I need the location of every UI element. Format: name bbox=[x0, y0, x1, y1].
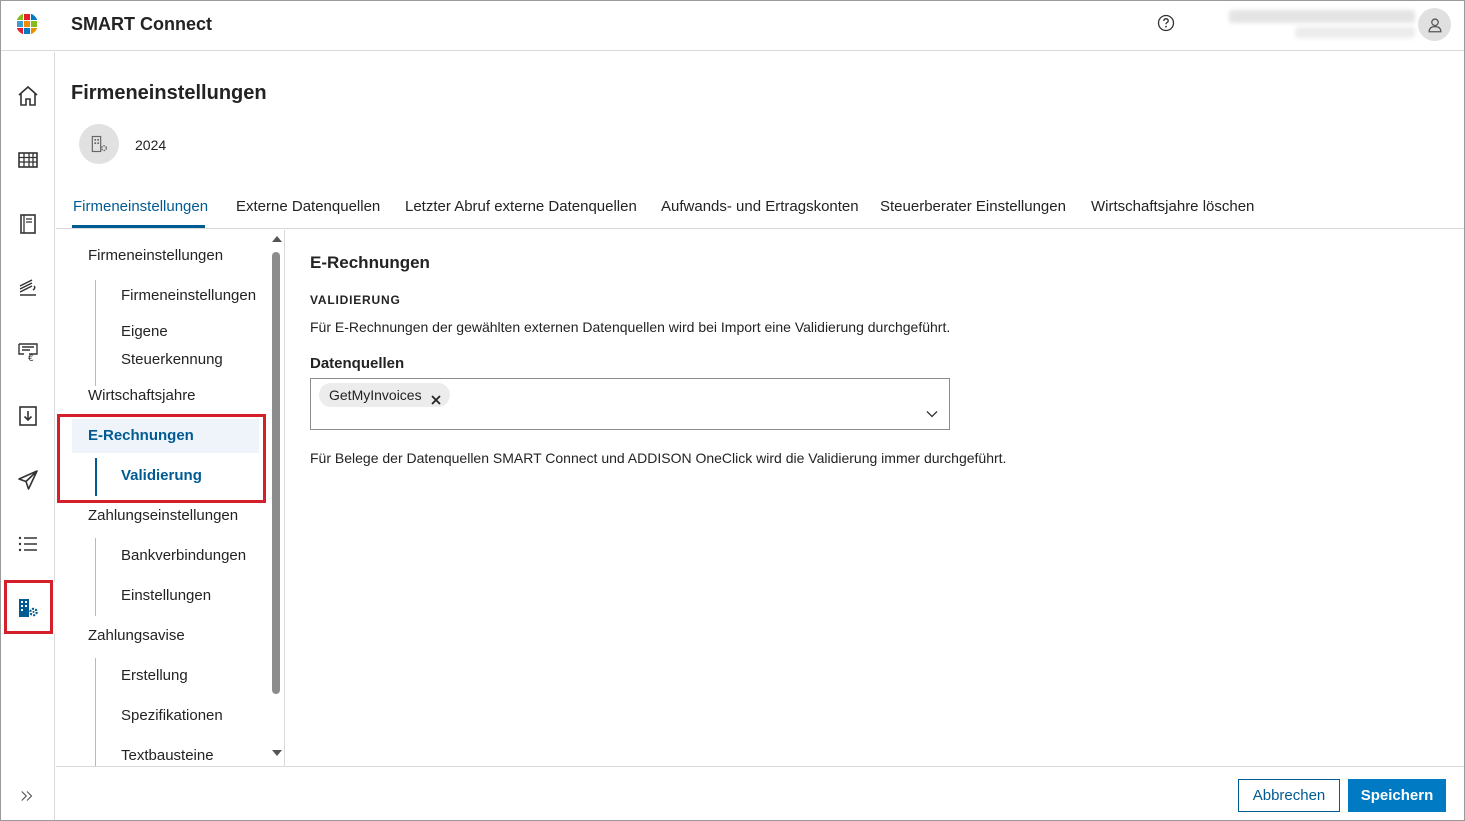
remove-chip-icon[interactable] bbox=[430, 389, 442, 401]
app-title: SMART Connect bbox=[71, 14, 212, 34]
company-avatar-icon bbox=[79, 124, 119, 164]
tree-item-wirtschaftsjahre[interactable]: Wirtschaftsjahre bbox=[88, 387, 196, 404]
scroll-thumb[interactable] bbox=[272, 252, 280, 694]
tab-bar bbox=[56, 190, 1464, 229]
source-chip-label: GetMyInvoices bbox=[329, 387, 422, 403]
svg-text:€: € bbox=[28, 354, 34, 364]
tree-subitem-textbausteine[interactable]: Textbausteine bbox=[121, 747, 214, 764]
tree-subitem-erstellung[interactable]: Erstellung bbox=[121, 667, 188, 684]
tree-subitem-firmeneinstellungen[interactable]: Firmeneinstellungen bbox=[121, 287, 257, 304]
tab-externe-datenquellen[interactable]: Externe Datenquellen bbox=[236, 198, 381, 215]
expand-rail-icon[interactable] bbox=[15, 784, 39, 808]
tree-item-zahlungsavise[interactable]: Zahlungsavise bbox=[88, 627, 185, 644]
page-title: Firmeneinstellungen bbox=[71, 82, 267, 104]
tree-scrollbar[interactable] bbox=[268, 230, 284, 766]
tree-subitem-validierung[interactable]: Validierung bbox=[121, 467, 202, 484]
datenquellen-multiselect[interactable] bbox=[310, 378, 950, 430]
tree-item-firmeneinstellungen[interactable]: Firmeneinstellungen bbox=[88, 247, 224, 264]
scroll-down-arrow-icon[interactable] bbox=[272, 750, 282, 756]
tree-item-e-rechnungen[interactable]: E-Rechnungen bbox=[88, 427, 194, 444]
tree-subitem-bankverbindungen[interactable]: Bankverbindungen bbox=[121, 547, 247, 564]
section-label: VALIDIERUNG bbox=[310, 293, 401, 307]
list-icon[interactable] bbox=[1, 518, 55, 570]
save-button[interactable]: Speichern bbox=[1348, 779, 1446, 812]
section-description: Für E-Rechnungen der gewählten externen Datenquellen wird bei Import eine Validierung durchgeführt. bbox=[310, 319, 951, 335]
tree-subitem-eigene[interactable]: Eigene bbox=[121, 323, 168, 340]
help-icon[interactable] bbox=[1157, 14, 1175, 32]
send-icon[interactable] bbox=[1, 454, 55, 506]
rail-highlight-box bbox=[4, 580, 53, 634]
tab-letzter-abruf[interactable]: Letzter Abruf externe Datenquellen bbox=[405, 198, 637, 215]
tree-connector bbox=[95, 538, 96, 616]
home-icon[interactable] bbox=[1, 70, 55, 122]
footer-bar bbox=[56, 766, 1464, 820]
tree-connector bbox=[95, 658, 96, 766]
scroll-up-arrow-icon[interactable] bbox=[272, 236, 282, 242]
cancel-button[interactable]: Abbrechen bbox=[1238, 779, 1340, 812]
download-icon[interactable] bbox=[1, 390, 55, 442]
left-nav-rail bbox=[1, 52, 55, 820]
user-info-redacted[interactable] bbox=[1227, 8, 1415, 40]
invoice-euro-icon[interactable] bbox=[1, 326, 55, 378]
datenquellen-label: Datenquellen bbox=[310, 355, 405, 372]
tree-item-zahlungseinstellungen[interactable]: Zahlungseinstellungen bbox=[88, 507, 239, 524]
source-chip bbox=[319, 383, 450, 407]
user-avatar-icon[interactable] bbox=[1418, 8, 1451, 41]
company-year: 2024 bbox=[135, 137, 167, 153]
coins-icon[interactable] bbox=[1, 262, 55, 314]
chevron-down-icon[interactable] bbox=[925, 407, 939, 421]
tree-highlight-box bbox=[57, 414, 266, 503]
tab-aufwands-ertragskonten[interactable]: Aufwands- und Ertragskonten bbox=[661, 198, 859, 215]
tree-subitem-spezifikationen[interactable]: Spezifikationen bbox=[121, 707, 223, 724]
ledger-icon[interactable] bbox=[1, 198, 55, 250]
tab-firmeneinstellungen[interactable]: Firmeneinstellungen bbox=[73, 198, 209, 215]
tree-connector bbox=[95, 280, 96, 386]
tree-subitem-einstellungen[interactable]: Einstellungen bbox=[121, 587, 212, 604]
info-text: Für Belege der Datenquellen SMART Connect und ADDISON OneClick wird die Validierung immer durchgeführt. bbox=[310, 450, 1007, 466]
content-title: E-Rechnungen bbox=[310, 253, 430, 272]
top-bar bbox=[1, 1, 1464, 51]
tab-wirtschaftsjahre-loeschen[interactable]: Wirtschaftsjahre löschen bbox=[1091, 198, 1255, 215]
brand-logo-icon[interactable] bbox=[14, 11, 40, 37]
tab-steuerberater-einstellungen[interactable]: Steuerberater Einstellungen bbox=[880, 198, 1066, 215]
tree-subitem-steuerkennung[interactable]: Steuerkennung bbox=[121, 351, 223, 368]
active-tab-indicator bbox=[72, 225, 205, 228]
table-icon[interactable] bbox=[1, 134, 55, 186]
